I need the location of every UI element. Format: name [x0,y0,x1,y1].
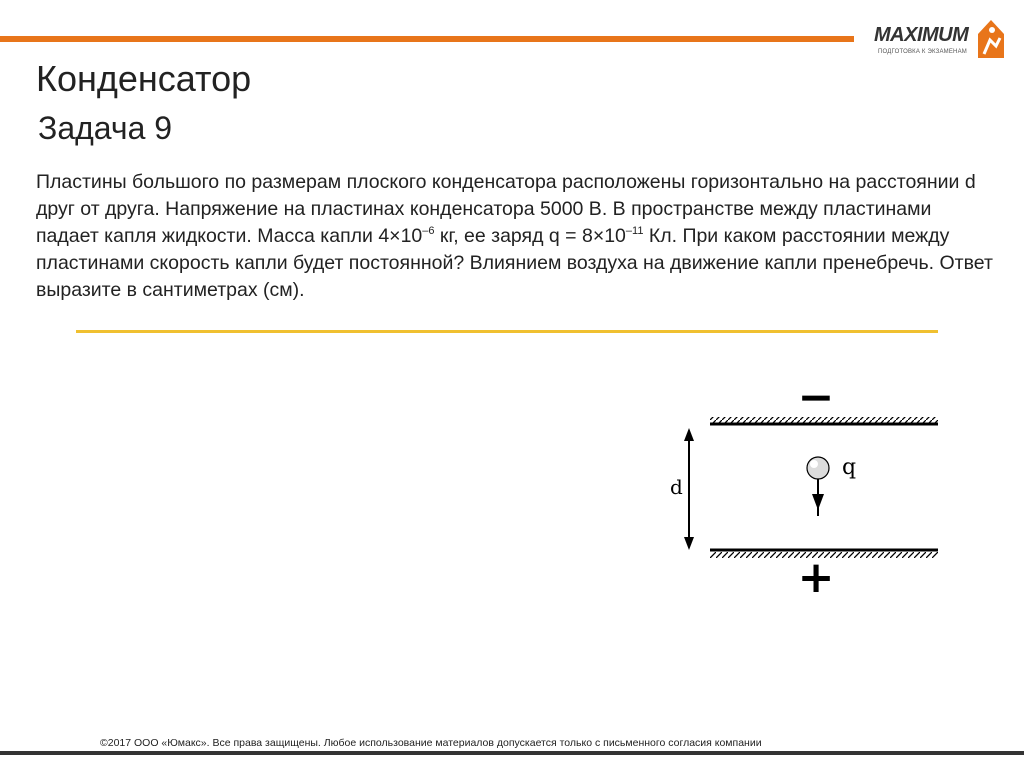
logo-text: MAXIMUM [874,24,969,46]
distance-arrow [684,428,694,550]
task-text-part-3: Кл. При каком расстоянии между пластинами скорость капли будет постоянной? Влиянием воздуха на движение капли пренебречь. Ответ выразите в сантиметрах (см). [36,225,993,301]
task-text-part-2: кг, ее заряд q = 8×10 [434,225,626,247]
droplet [807,457,829,516]
mass-exponent: –6 [422,225,435,237]
task-text [36,169,996,304]
maximum-logo [870,16,1010,66]
charge-label: q [842,455,857,480]
charge-exponent: –11 [625,225,644,237]
divider-line [76,330,938,333]
copyright-footer: ©2017 ООО «Юмакс». Все права защищены. Любое использование материалов допускается только с письменного согласия компании [100,737,762,749]
capacitor-diagram [662,384,952,600]
distance-label: d [670,475,683,499]
page-title: Конденсатор [36,58,252,99]
task-text-part-1: Пластины большого по размерам плоского конденсатора расположены горизонтально на расстоянии d друг от друга. Напряжение на пластинах конденсатора 5000 В. В пространстве между пластинами падает капля жидкости. Масса капли 4×10 [36,171,976,247]
header-accent-bar [0,36,854,42]
logo-figure-icon [974,16,1008,62]
task-number: Задача 9 [38,110,173,146]
logo-subtext: ПОДГОТОВКА К ЭКЗАМЕНАМ [878,49,967,55]
footer-bar [0,751,1024,755]
plus-sign: + [797,552,835,600]
minus-sign: − [797,384,835,423]
